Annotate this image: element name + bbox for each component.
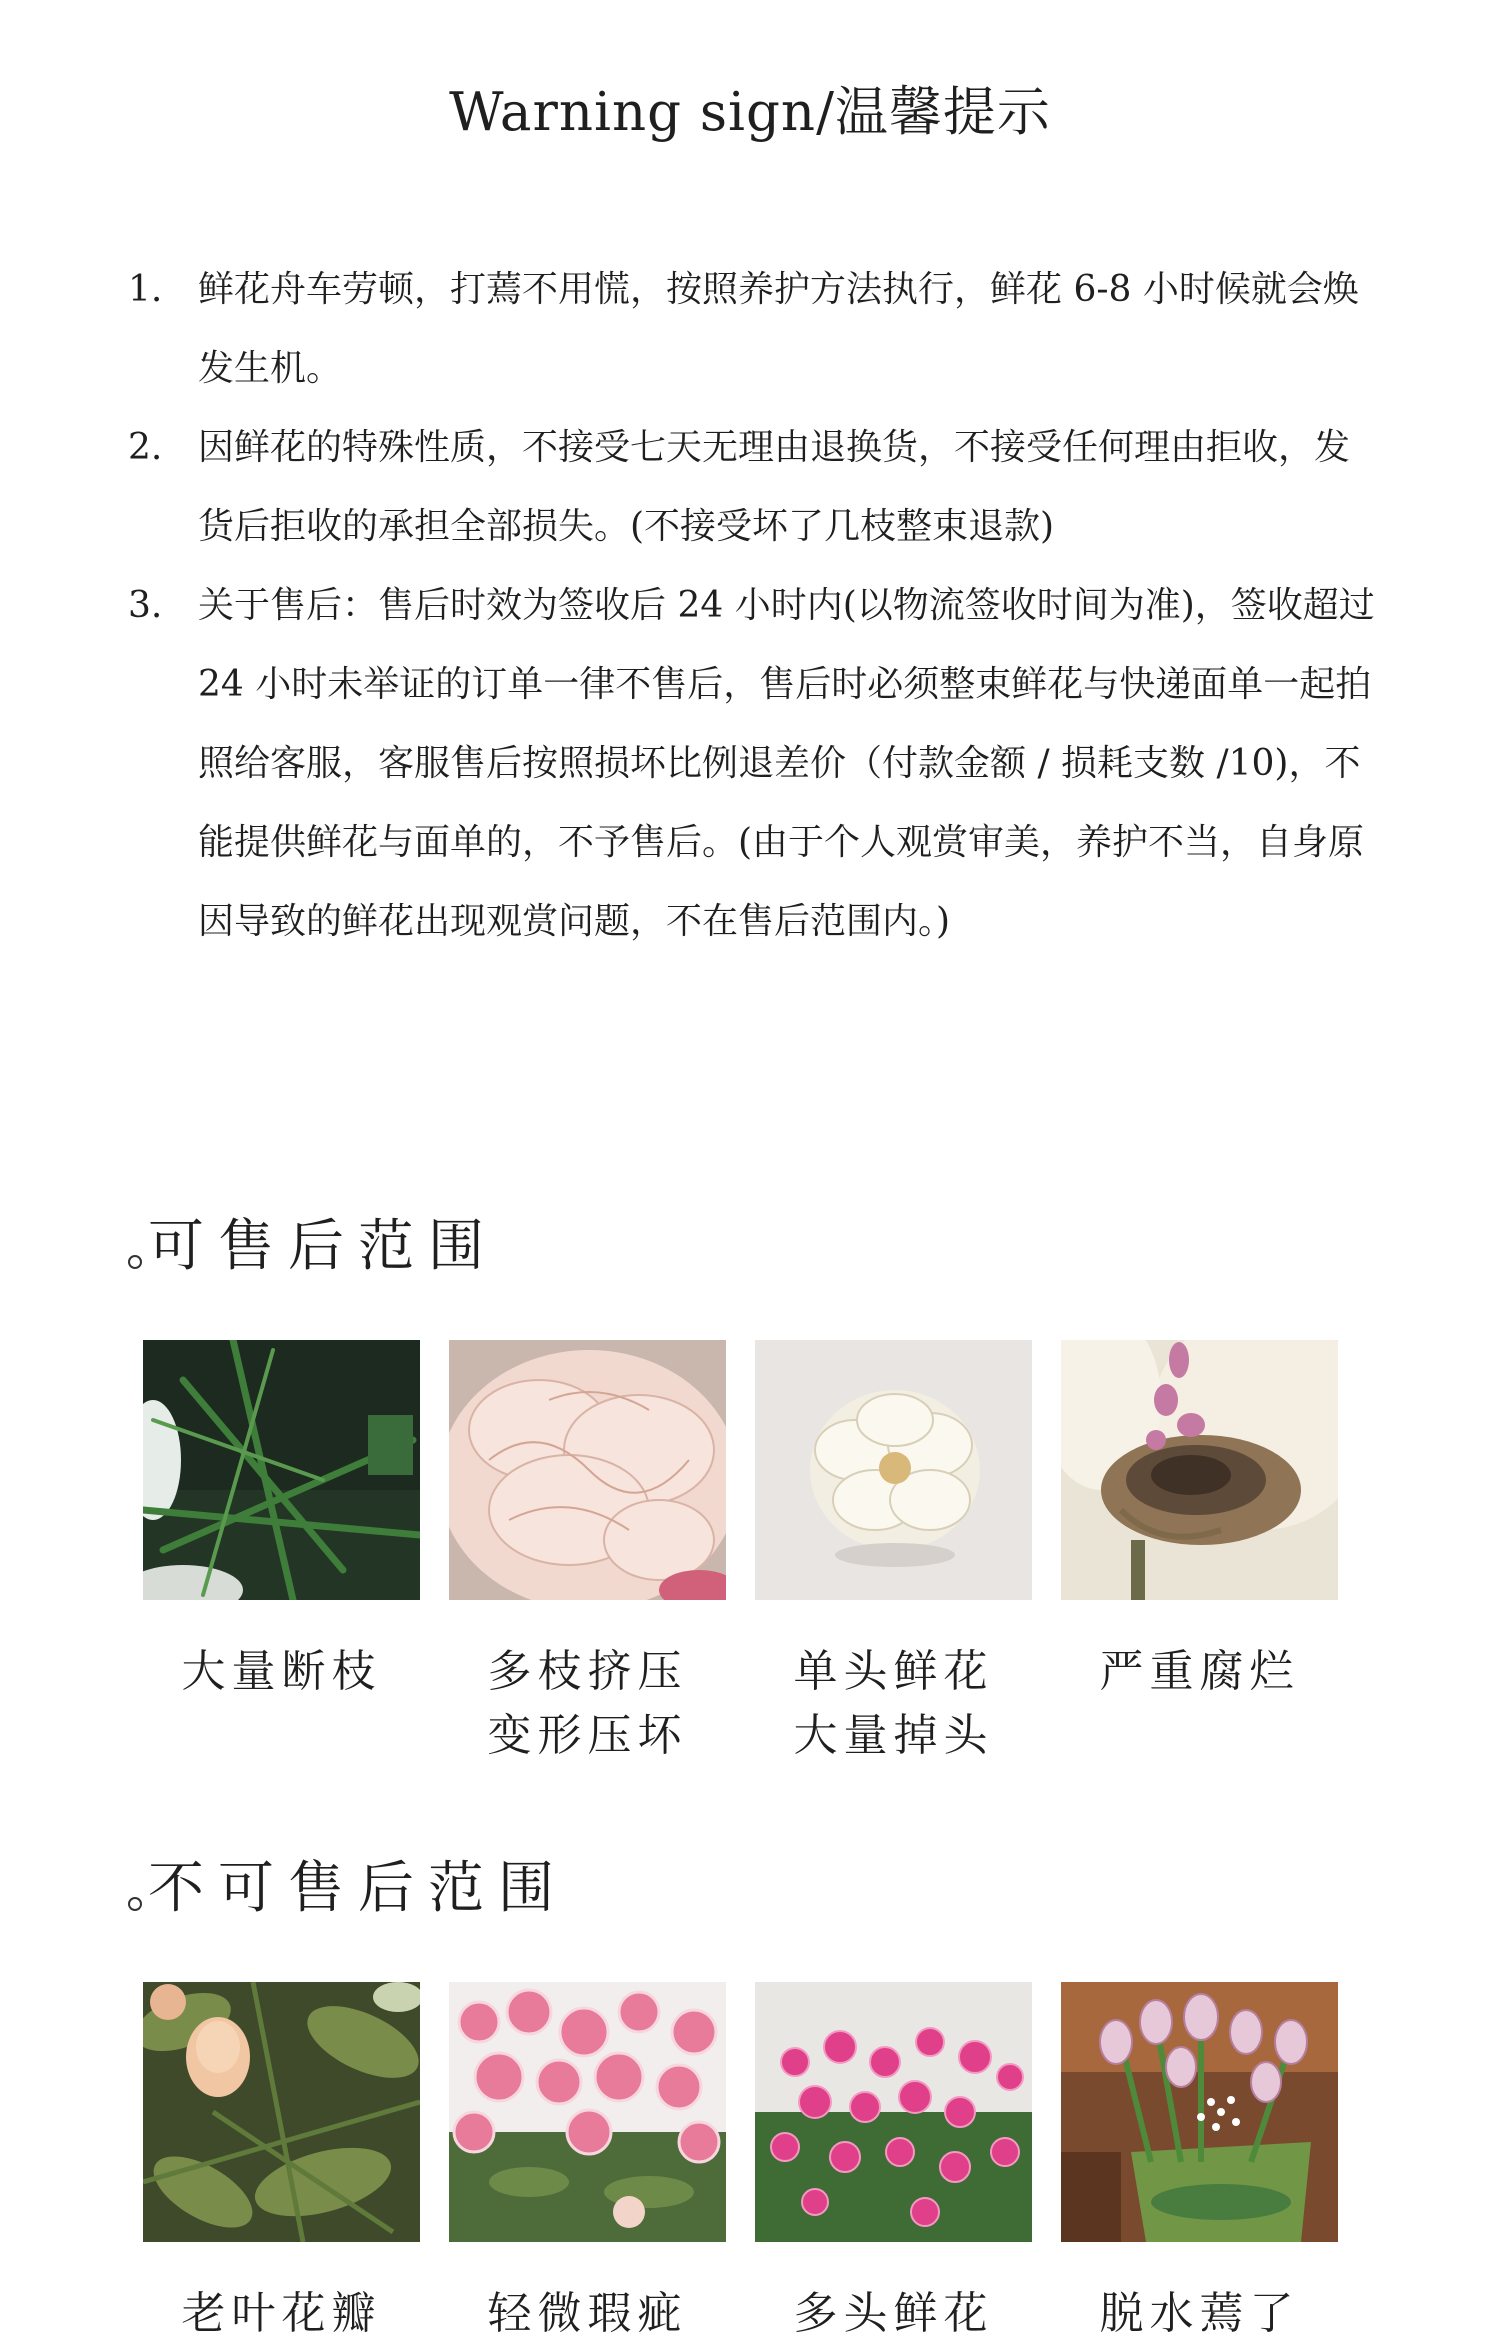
- rule-text: 因鲜花的特殊性质，不接受七天无理由退换货，不接受任何理由拒收，发货后拒收的承担全部损失。(不接受坏了几枝整束退款): [198, 427, 1351, 547]
- not-covered-card: [449, 1982, 726, 2346]
- white-flower-head-photo: [755, 1340, 1032, 1600]
- caption-line: 单头鲜花: [793, 1646, 994, 1697]
- caption-line: 多枝挤压: [487, 1646, 688, 1697]
- not-covered-caption: [1061, 2282, 1338, 2346]
- caption-line: 轻微瑕疵: [487, 2288, 688, 2339]
- rules-list: [128, 250, 1378, 961]
- covered-card: [755, 1340, 1032, 1768]
- caption-line: 大量掉头: [793, 1710, 994, 1761]
- caption-line: 老叶花瓣: [181, 2288, 382, 2339]
- not-covered-card: [755, 1982, 1032, 2346]
- broken-stems-photo: [143, 1340, 420, 1600]
- rule-text: 关于售后：售后时效为签收后 24 小时内(以物流签收时间为准)，签收超过 24 小时未举证的订单一律不售后，售后时必须整束鲜花与快递面单一起拍照给客服，客服售后按照损坏比例退差价（付款金额 / 损耗支数 /10)，不能提供鲜花与面单的，不予售后。(由于个人观赏审美，养护不当，自身原因导致的鲜花出现观赏问题，不在售后范围内。): [198, 585, 1375, 942]
- rule-text: 鲜花舟车劳顿，打蔫不用慌，按照养护方法执行，鲜花 6-8 小时候就会焕发生机。: [198, 269, 1359, 389]
- old-leaves-rose-photo: [143, 1982, 420, 2242]
- not-covered-card: [1061, 1982, 1338, 2346]
- not-covered-section-label: 不可售后范围: [148, 1856, 568, 1921]
- spray-roses-photo: [755, 1982, 1032, 2242]
- covered-card: [1061, 1340, 1338, 1704]
- caption-line: 大量断枝: [181, 1646, 382, 1697]
- bullet-icon: [128, 1255, 142, 1269]
- covered-section-title: [128, 1212, 498, 1282]
- crushed-peony-photo: [449, 1340, 726, 1600]
- pink-roses-photo: [449, 1982, 726, 2242]
- rule-item-2: [128, 408, 1378, 566]
- rule-item-3: [128, 566, 1378, 961]
- caption-line: 严重腐烂: [1099, 1646, 1300, 1697]
- rule-number: 2.: [128, 427, 163, 468]
- caption-line: 变形压坏: [487, 1710, 688, 1761]
- not-covered-card: [143, 1982, 420, 2346]
- covered-card: [449, 1340, 726, 1768]
- wilted-tulips-photo: [1061, 1982, 1338, 2242]
- covered-section-label: 可售后范围: [148, 1214, 498, 1279]
- covered-caption: [449, 1640, 726, 1768]
- covered-caption: [1061, 1640, 1338, 1704]
- rule-number: 3.: [128, 585, 163, 626]
- covered-caption: [143, 1640, 420, 1704]
- not-covered-caption: [449, 2282, 726, 2346]
- bullet-icon: [128, 1897, 142, 1911]
- caption-line: 脱水蔫了: [1099, 2288, 1300, 2339]
- not-covered-caption: [755, 2282, 1032, 2346]
- not-covered-caption: [143, 2282, 420, 2346]
- covered-caption: [755, 1640, 1032, 1768]
- caption-line: 多头鲜花: [793, 2288, 994, 2339]
- not-covered-section-title: [128, 1854, 568, 1924]
- rule-item-1: [128, 250, 1378, 408]
- covered-card: [143, 1340, 420, 1704]
- rule-number: 1.: [128, 269, 163, 310]
- page-title: Warning sign/温馨提示: [449, 82, 1051, 143]
- rotten-flower-photo: [1061, 1340, 1338, 1600]
